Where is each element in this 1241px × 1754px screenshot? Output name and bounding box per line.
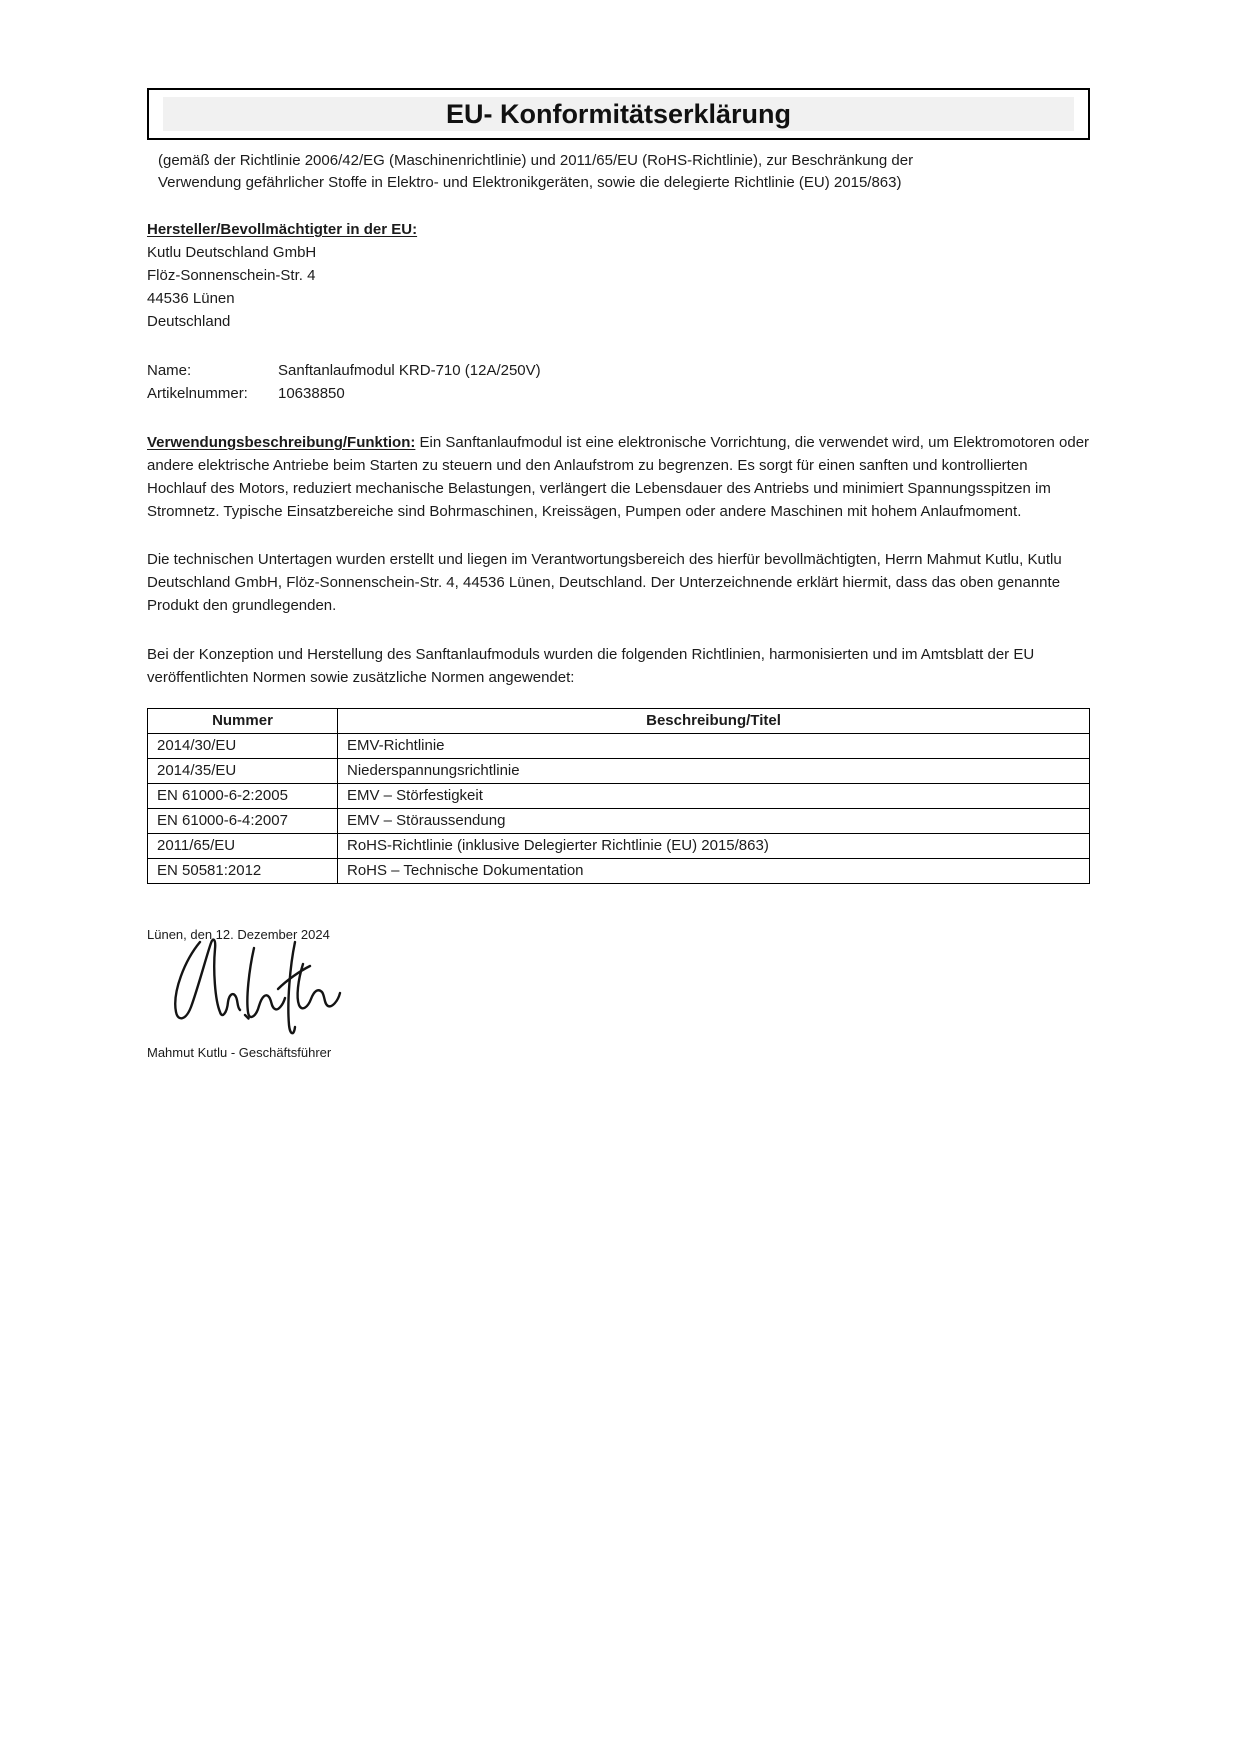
product-section (147, 359, 1090, 405)
table-header-row (148, 709, 1090, 734)
table-header-beschreibung: Beschreibung/Titel (338, 709, 1090, 734)
table-cell-nummer: 2014/30/EU (148, 734, 338, 759)
manufacturer-city: 44536 Lünen (147, 290, 235, 307)
table-row (148, 809, 1090, 834)
table-cell-nummer: EN 61000-6-2:2005 (148, 784, 338, 809)
standards-table (147, 708, 1090, 884)
manufacturer-heading: Hersteller/Bevollmächtigter in der EU: (147, 221, 418, 238)
signature-stroke (298, 964, 340, 1008)
usage-paragraph (147, 431, 1090, 523)
standards-table-body (148, 734, 1090, 884)
table-row (148, 834, 1090, 859)
subtitle (147, 150, 1090, 194)
usage-heading: Verwendungsbeschreibung/Funktion: (147, 434, 416, 451)
signature-stroke (247, 948, 285, 1017)
table-cell-beschreibung: EMV – Störaussendung (338, 809, 1090, 834)
table-cell-nummer: EN 50581:2012 (148, 859, 338, 884)
page-title: EU- Konformitätserklärung (163, 97, 1074, 131)
article-number-row (147, 382, 1090, 405)
table-cell-beschreibung: Niederspannungsrichtlinie (338, 759, 1090, 784)
table-cell-nummer: EN 61000-6-4:2007 (148, 809, 338, 834)
manufacturer-street: Flöz-Sonnenschein-Str. 4 (147, 267, 316, 284)
article-number-value: 10638850 (278, 385, 345, 402)
table-row (148, 759, 1090, 784)
manufacturer-country: Deutschland (147, 313, 231, 330)
declaration-content (147, 88, 1090, 1061)
article-number-label: Artikelnummer: (147, 385, 248, 402)
title-box (147, 88, 1090, 140)
product-name-label: Name: (147, 362, 192, 379)
technical-docs-paragraph: Die technischen Untertagen wurden erstellt und liegen im Verantwortungsbereich des hierfür bevollmächtigten, Herrn Mahmut Kutlu, Kutlu Deutschland GmbH, Flöz-Sonnenschein-Str. 4, 44536 Lünen, Deutschland. Der Unterzeichnende erklärt hiermit, dass das oben genannte Produkt den grundlegenden. (147, 551, 1062, 614)
table-row (148, 734, 1090, 759)
usage-text: Ein Sanftanlaufmodul ist eine elektronische Vorrichtung, die verwendet wird, um Elektromotoren oder andere elektrische Antriebe beim Starten zu steuern und den Anlaufstrom zu begrenzen. Es sorgt für einen sanften und kontrollierten Hochlauf des Motors, reduziert mechanische Belastungen, verlängert die Lebensdauer des Antriebs und minimiert Spannungsspitzen im Stromnetz. Typische Einsatzbereiche sind Bohrmaschinen, Kreissägen, Pumpen oder andere Maschinen mit hohem Anlaufmoment. (147, 434, 1090, 520)
table-row (148, 784, 1090, 809)
date-place-line: Lünen, den 12. Dezember 2024 (147, 927, 330, 942)
product-name-value: Sanftanlaufmodul KRD-710 (12A/250V) (278, 362, 541, 379)
table-header-nummer: Nummer (148, 709, 338, 734)
signature-stroke (288, 942, 295, 1033)
product-name-row (147, 359, 1090, 382)
table-cell-beschreibung: RoHS – Technische Dokumentation (338, 859, 1090, 884)
handwritten-signature (157, 936, 362, 1041)
table-cell-nummer: 2014/35/EU (148, 759, 338, 784)
applied-standards-paragraph: Bei der Konzeption und Herstellung des Sanftanlaufmoduls wurden die folgenden Richtlinien, harmonisierten und im Amtsblatt der EU veröffentlichten Normen sowie zusätzliche Normen angewendet: (147, 646, 1035, 686)
signature-stroke (278, 966, 310, 989)
signature-stroke (175, 940, 240, 1019)
standards-table-head (148, 709, 1090, 734)
subtitle-line-1: (gemäß der Richtlinie 2006/42/EG (Maschinenrichtlinie) und 2011/65/EU (RoHS-Richtlinie), zur Beschränkung der (158, 152, 914, 169)
subtitle-line-2: Verwendung gefährlicher Stoffe in Elektro- und Elektronikgeräten, sowie die delegierte Richtlinie (EU) 2015/863) (158, 174, 902, 191)
table-cell-beschreibung: EMV-Richtlinie (338, 734, 1090, 759)
manufacturer-section (147, 218, 1090, 333)
table-cell-beschreibung: EMV – Störfestigkeit (338, 784, 1090, 809)
table-cell-nummer: 2011/65/EU (148, 834, 338, 859)
manufacturer-company: Kutlu Deutschland GmbH (147, 244, 317, 261)
table-cell-beschreibung: RoHS-Richtlinie (inklusive Delegierter Richtlinie (EU) 2015/863) (338, 834, 1090, 859)
table-row (148, 859, 1090, 884)
signer-name: Mahmut Kutlu - Geschäftsführer (147, 1045, 332, 1060)
